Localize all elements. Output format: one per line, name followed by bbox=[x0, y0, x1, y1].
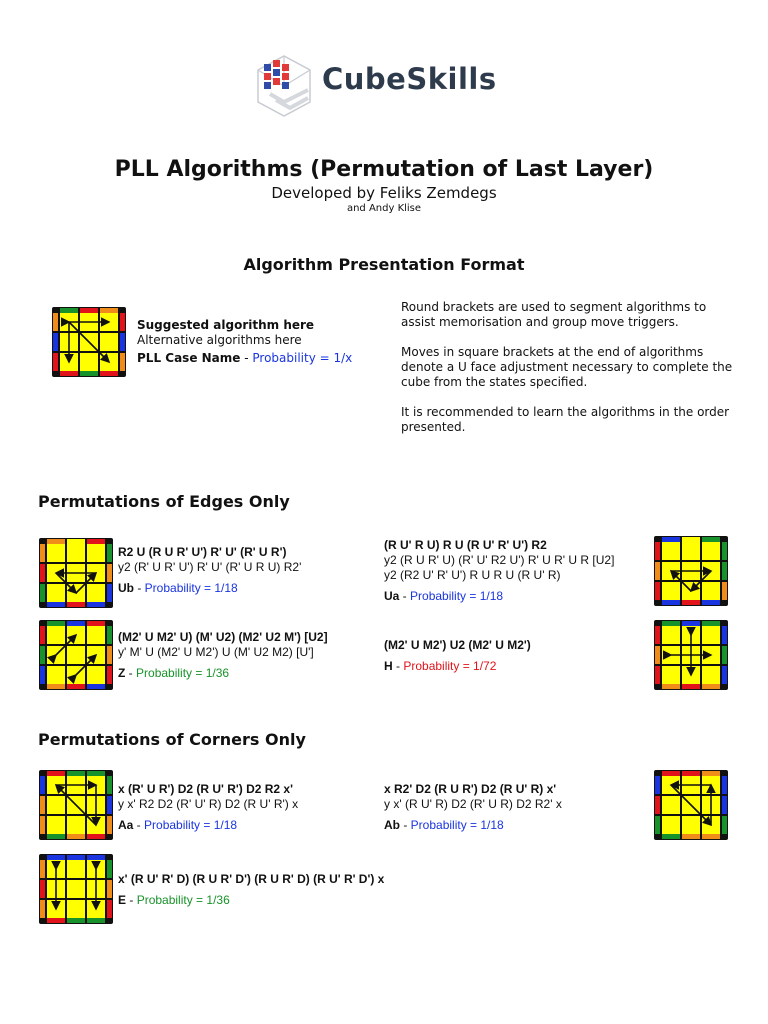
e-probability: Probability = 1/36 bbox=[136, 893, 230, 907]
z-case-line: Z - Probability = 1/36 bbox=[118, 666, 230, 680]
z-main-algorithm: (M2' U M2' U) (M' U2) (M2' U2 M') [U2] bbox=[118, 630, 328, 644]
ab-algorithm-block bbox=[384, 782, 562, 833]
aa-algorithm-block bbox=[118, 782, 298, 833]
z-alt-algorithm: y' M' U (M2' U M2') U (M' U2 M2) [U'] bbox=[118, 645, 314, 659]
h-case-name: H bbox=[384, 659, 393, 673]
format-heading: Algorithm Presentation Format bbox=[243, 255, 525, 274]
h-case-cube bbox=[654, 620, 728, 690]
z-probability: Probability = 1/36 bbox=[136, 666, 230, 680]
format-case-line: PLL Case Name - Probability = 1/x bbox=[137, 351, 353, 365]
ab-case-name: Ab bbox=[384, 818, 400, 832]
aa-alt-algorithm: y x' R2 D2 (R' U' R) D2 (R U' R') x bbox=[118, 797, 299, 811]
page-title: PLL Algorithms (Permutation of Last Layer) bbox=[114, 157, 654, 182]
ua-case-name: Ua bbox=[384, 589, 400, 603]
format-example-cube bbox=[52, 307, 126, 377]
ub-algorithm-block bbox=[118, 545, 301, 596]
ua-alt-algorithm-1: y2 (R U R' U) (R' U' R2 U') R' U R' U R [U2] bbox=[384, 553, 615, 567]
ub-probability: Probability = 1/18 bbox=[144, 581, 238, 595]
ua-main-algorithm: (R U' R U) R U (R U' R' U') R2 bbox=[384, 538, 547, 552]
ab-main-algorithm: x R2' D2 (R U R') D2 (R U' R) x' bbox=[384, 782, 557, 796]
e-main-algorithm: x' (R U' R' D) (R U R' D') (R U R' D) (R U' R' D') x bbox=[118, 872, 385, 886]
ub-case-cube bbox=[39, 538, 113, 608]
ub-main-algorithm: R2 U (R U R' U') R' U' (R' U R') bbox=[118, 545, 287, 559]
ab-case-cube bbox=[654, 770, 728, 840]
ab-probability: Probability = 1/18 bbox=[410, 818, 504, 832]
format-notes bbox=[401, 300, 741, 450]
ua-alt-algorithm-2: y2 (R2 U' R' U') R U R U (R U' R) bbox=[384, 568, 561, 582]
h-case-line: H - Probability = 1/72 bbox=[384, 659, 497, 673]
e-algorithm-block bbox=[118, 872, 384, 908]
e-case-cube bbox=[39, 854, 113, 924]
h-algorithm-block bbox=[384, 638, 531, 674]
aa-case-line: Aa - Probability = 1/18 bbox=[118, 818, 238, 832]
h-probability: Probability = 1/72 bbox=[403, 659, 497, 673]
ub-alt-algorithm: y2 (R' U R' U') R' U' (R' U R U) R2' bbox=[118, 560, 302, 574]
page-subtitle: Developed by Feliks Zemdegs bbox=[271, 184, 497, 202]
ab-alt-algorithm: y x' (R U' R) D2 (R' U R) D2 R2' x bbox=[384, 797, 562, 811]
ua-algorithm-block bbox=[384, 538, 614, 604]
cube-logo-icon bbox=[250, 50, 320, 122]
e-case-name: E bbox=[118, 893, 127, 907]
aa-case-name: Aa bbox=[118, 818, 134, 832]
z-case-name: Z bbox=[118, 666, 126, 680]
aa-main-algorithm: x (R' U R') D2 (R U' R') D2 R2 x' bbox=[118, 782, 293, 796]
corners-heading: Permutations of Corners Only bbox=[38, 730, 306, 749]
aa-case-cube bbox=[39, 770, 113, 840]
page-subtitle-secondary: and Andy Klise bbox=[346, 203, 422, 214]
note-order: It is recommended to learn the algorithms in the order presented. bbox=[401, 405, 730, 434]
ub-case-line: Ub - Probability = 1/18 bbox=[118, 581, 238, 595]
ua-case-line: Ua - Probability = 1/18 bbox=[384, 589, 504, 603]
h-main-algorithm: (M2' U M2') U2 (M2' U M2') bbox=[384, 638, 531, 652]
logo-text: CubeSkills bbox=[322, 62, 497, 96]
format-alternative-algorithms: Alternative algorithms here bbox=[137, 333, 302, 347]
e-case-line: E - Probability = 1/36 bbox=[118, 893, 230, 907]
cubeskills-logo bbox=[250, 50, 530, 122]
format-case-name: PLL Case Name bbox=[137, 351, 241, 365]
note-square-brackets: Moves in square brackets at the end of algorithms denote a U face adjustment necessary to complete the cube from the states specified. bbox=[401, 345, 733, 389]
aa-probability: Probability = 1/18 bbox=[144, 818, 238, 832]
ub-case-name: Ub bbox=[118, 581, 134, 595]
format-suggested-algorithm: Suggested algorithm here bbox=[137, 318, 315, 332]
edges-heading: Permutations of Edges Only bbox=[38, 492, 290, 511]
format-probability: Probability = 1/x bbox=[252, 351, 353, 365]
note-brackets: Round brackets are used to segment algorithms to assist memorisation and group move triggers. bbox=[401, 300, 707, 329]
z-algorithm-block bbox=[118, 630, 328, 681]
z-case-cube bbox=[39, 620, 113, 690]
ua-case-cube bbox=[654, 536, 728, 606]
ua-probability: Probability = 1/18 bbox=[410, 589, 504, 603]
ab-case-line: Ab - Probability = 1/18 bbox=[384, 818, 504, 832]
